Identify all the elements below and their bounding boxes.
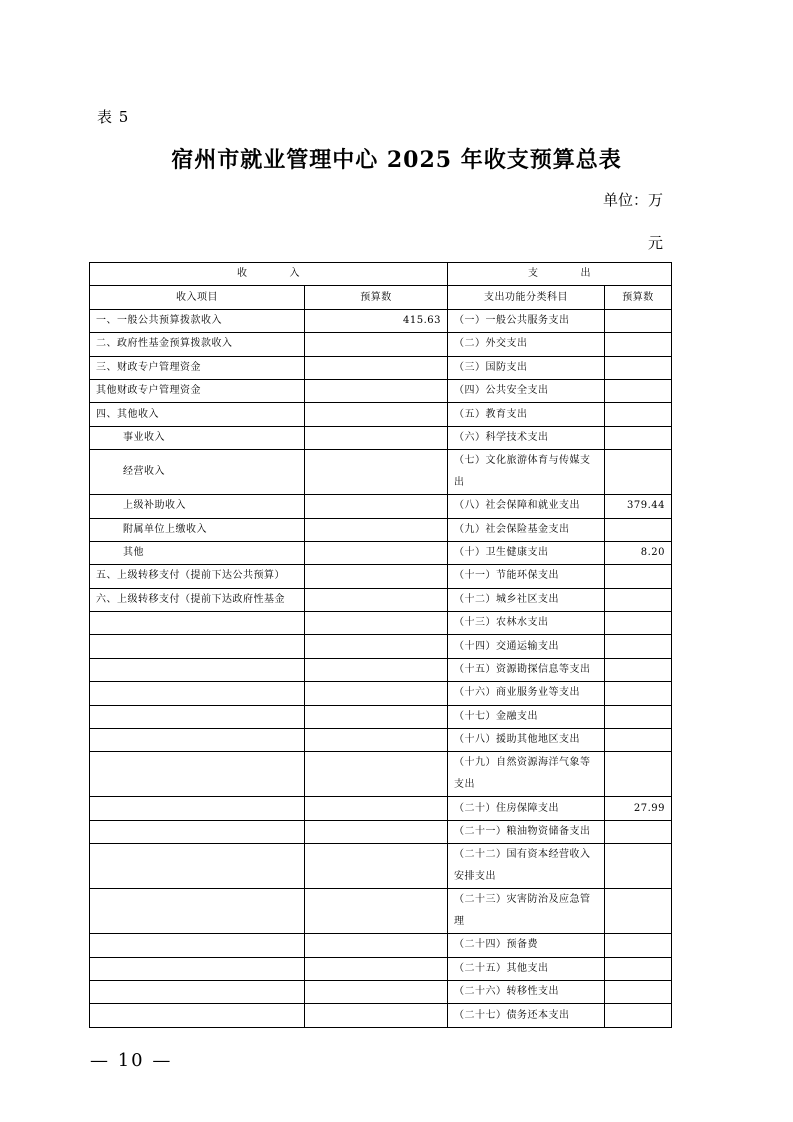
expense-amount-cell [605,333,672,356]
expense-amount-cell [605,752,672,797]
table-row [90,980,672,1003]
expense-amount-cell [605,682,672,705]
table-row [90,333,672,356]
table-row [90,450,672,495]
expense-item-header: 支出功能分类科目 [448,286,605,309]
table-row [90,495,672,518]
table-row [90,379,672,402]
table-row [90,658,672,681]
table-row [90,705,672,728]
table-row [90,1004,672,1027]
table-row [90,518,672,541]
table-row [90,635,672,658]
income-amount-header: 预算数 [305,286,448,309]
table-row [90,934,672,957]
table-row [90,889,672,934]
income-item-cell [90,844,305,889]
expense-item-cell: （十八）援助其他地区支出 [448,729,605,752]
income-item-cell [90,889,305,934]
income-item-cell [90,934,305,957]
income-amount-cell [305,450,448,495]
expense-amount-cell [605,309,672,332]
income-amount-cell [305,379,448,402]
expense-amount-cell: 27.99 [605,797,672,820]
expense-item-cell: （二十六）转移性支出 [448,980,605,1003]
table-row [90,565,672,588]
income-amount-cell [305,403,448,426]
income-item-cell [90,980,305,1003]
expense-item-cell: （二十一）粮油物资储备支出 [448,820,605,843]
expense-amount-cell [605,426,672,449]
expense-item-cell: （六）科学技术支出 [448,426,605,449]
income-item-cell: 附属单位上缴收入 [90,518,305,541]
income-item-cell [90,658,305,681]
expense-item-cell: （八）社会保障和就业支出 [448,495,605,518]
table-row [90,426,672,449]
income-item-cell: 五、上级转移支付（提前下达公共预算） [90,565,305,588]
expense-section-header: 支 出 [448,263,672,286]
income-item-cell [90,957,305,980]
income-amount-cell [305,820,448,843]
table-row [90,403,672,426]
expense-item-cell: （十九）自然资源海洋气象等支出 [448,752,605,797]
income-amount-cell [305,889,448,934]
income-amount-cell: 415.63 [305,309,448,332]
expense-amount-cell [605,518,672,541]
income-item-cell: 六、上级转移支付（提前下达政府性基金 [90,588,305,611]
table-row [90,752,672,797]
income-item-cell [90,612,305,635]
expense-amount-cell [605,889,672,934]
income-amount-cell [305,495,448,518]
expense-item-cell: （一）一般公共服务支出 [448,309,605,332]
income-item-header: 收入项目 [90,286,305,309]
expense-item-cell: （二十七）债务还本支出 [448,1004,605,1027]
income-amount-cell [305,356,448,379]
expense-amount-cell [605,565,672,588]
expense-item-cell: （十五）资源勘探信息等支出 [448,658,605,681]
column-header-row [90,286,672,309]
expense-item-cell: （十）卫生健康支出 [448,541,605,564]
table-row [90,844,672,889]
expense-amount-cell [605,1004,672,1027]
table-number: 表 5 [97,108,130,126]
expense-item-cell: （二）外交支出 [448,333,605,356]
income-amount-cell [305,333,448,356]
expense-item-cell: （九）社会保险基金支出 [448,518,605,541]
expense-amount-cell [605,379,672,402]
income-item-cell [90,1004,305,1027]
table-row [90,729,672,752]
expense-amount-cell [605,658,672,681]
income-amount-cell [305,705,448,728]
income-amount-cell [305,797,448,820]
income-amount-cell [305,1004,448,1027]
unit-label-continued: 元 [647,234,663,252]
expense-amount-cell [605,356,672,379]
budget-summary-table [89,262,672,1028]
income-item-cell: 其他 [90,541,305,564]
table-row [90,682,672,705]
table-row [90,541,672,564]
income-item-cell [90,752,305,797]
income-item-cell [90,635,305,658]
table-row [90,957,672,980]
expense-item-cell: （四）公共安全支出 [448,379,605,402]
expense-item-cell: （十六）商业服务业等支出 [448,682,605,705]
income-item-cell [90,682,305,705]
expense-amount-cell: 8.20 [605,541,672,564]
table-row [90,820,672,843]
income-item-cell: 二、政府性基金预算拨款收入 [90,333,305,356]
expense-amount-cell [605,635,672,658]
expense-amount-cell [605,729,672,752]
income-item-cell [90,729,305,752]
income-amount-cell [305,518,448,541]
expense-item-cell: （十七）金融支出 [448,705,605,728]
income-amount-cell [305,682,448,705]
income-item-cell [90,705,305,728]
income-section-header: 收 入 [90,263,448,286]
table-row [90,797,672,820]
income-item-cell [90,797,305,820]
expense-amount-cell [605,403,672,426]
income-item-cell: 其他财政专户管理资金 [90,379,305,402]
income-amount-cell [305,426,448,449]
expense-amount-cell [605,980,672,1003]
expense-amount-cell [605,844,672,889]
unit-label: 单位：万 [602,191,663,209]
income-amount-cell [305,957,448,980]
expense-item-cell: （二十五）其他支出 [448,957,605,980]
expense-item-cell: （五）教育支出 [448,403,605,426]
income-amount-cell [305,729,448,752]
table-row [90,612,672,635]
expense-amount-cell [605,588,672,611]
income-item-cell: 一、一般公共预算拨款收入 [90,309,305,332]
income-amount-cell [305,635,448,658]
income-item-cell: 经营收入 [90,450,305,495]
expense-item-cell: （十二）城乡社区支出 [448,588,605,611]
income-item-cell: 事业收入 [90,426,305,449]
expense-item-cell: （十一）节能环保支出 [448,565,605,588]
expense-item-cell: （十三）农林水支出 [448,612,605,635]
income-amount-cell [305,565,448,588]
expense-item-cell: （二十三）灾害防治及应急管理 [448,889,605,934]
table-row [90,356,672,379]
expense-item-cell: （十四）交通运输支出 [448,635,605,658]
expense-item-cell: （二十）住房保障支出 [448,797,605,820]
expense-amount-cell [605,957,672,980]
table-row [90,588,672,611]
expense-amount-cell [605,612,672,635]
income-item-cell: 上级补助收入 [90,495,305,518]
expense-item-cell: （二十二）国有资本经营收入安排支出 [448,844,605,889]
expense-amount-cell: 379.44 [605,495,672,518]
document-title: 宿州市就业管理中心 2025 年收支预算总表 [171,147,622,173]
expense-amount-cell [605,450,672,495]
expense-amount-cell [605,820,672,843]
expense-item-cell: （二十四）预备费 [448,934,605,957]
income-amount-cell [305,934,448,957]
income-item-cell: 三、财政专户管理资金 [90,356,305,379]
table-row [90,309,672,332]
income-amount-cell [305,541,448,564]
income-amount-cell [305,612,448,635]
expense-amount-cell [605,705,672,728]
expense-item-cell: （七）文化旅游体育与传媒支出 [448,450,605,495]
income-amount-cell [305,844,448,889]
income-amount-cell [305,980,448,1003]
income-amount-cell [305,752,448,797]
income-amount-cell [305,658,448,681]
section-header-row [90,263,672,286]
expense-amount-cell [605,934,672,957]
income-item-cell [90,820,305,843]
income-item-cell: 四、其他收入 [90,403,305,426]
page-number: — 10 — [90,1050,173,1071]
income-amount-cell [305,588,448,611]
expense-item-cell: （三）国防支出 [448,356,605,379]
expense-amount-header: 预算数 [605,286,672,309]
